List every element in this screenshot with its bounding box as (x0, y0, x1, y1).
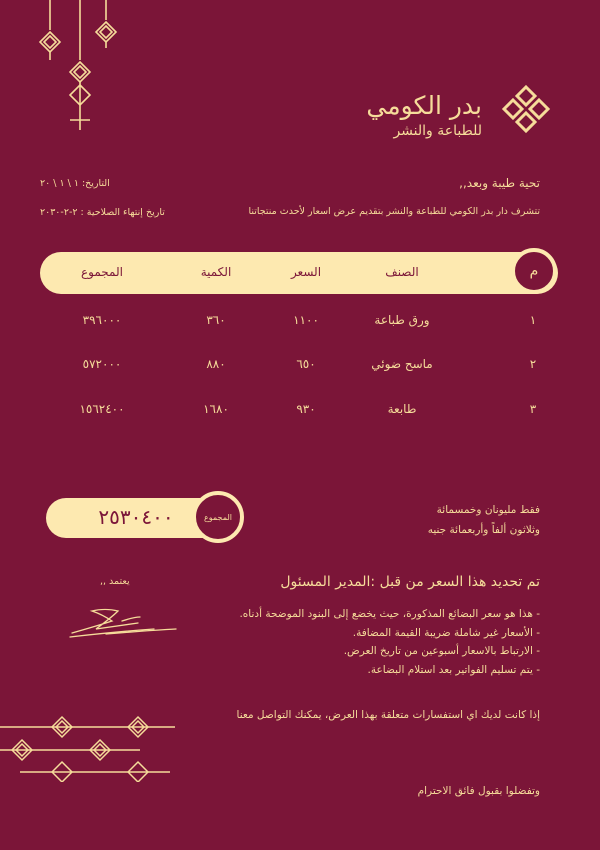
row-total: ٣٩٦٠٠٠ (82, 313, 122, 327)
list-item: - الأسعار غير شاملة ضريبة القيمة المضافة. (352, 626, 540, 639)
list-item: - يتم تسليم الفواتير بعد استلام البضاعة. (367, 663, 540, 676)
table-row (0, 402, 600, 422)
row-item: طابعة (387, 402, 417, 416)
row-total: ٥٧٢٠٠٠ (82, 357, 122, 371)
terms-list (239, 605, 540, 679)
company-subtitle: للطباعة والنشر (393, 123, 482, 139)
list-item: - هذا هو سعر البضائع المذكورة، حيث يخضع إلى البنود الموضحة أدناه. (239, 608, 540, 620)
hanging-ornament-icon (30, 0, 130, 135)
row-num: ٣ (529, 402, 537, 416)
total-value: ٢٥٣٠٤٠٠ (98, 505, 174, 529)
terms-title: تم تحديد هذا السعر من قبل :المدير المسئول (280, 574, 540, 590)
date-text: التاريخ: ١ \ ١ \ ٢٠ (40, 178, 110, 189)
row-qty: ١٦٨٠ (203, 402, 229, 416)
total-in-words (428, 500, 540, 540)
intro-text: تتشرف دار بدر الكومي للطباعة والنشر بتقديم عرض اسعار لأحدث منتجاتنا (248, 206, 540, 217)
approval-label: يعتمد ,, (100, 576, 130, 587)
horizontal-ornament-icon (0, 712, 180, 782)
row-item: ورق طباعة (374, 313, 430, 327)
total-label: المجموع (192, 491, 244, 543)
table-header-qty: الكمية (200, 265, 232, 279)
total-words-line1: فقط مليونان وخمسمائة (436, 504, 540, 516)
expiry-date: تاريخ إنتهاء الصلاحية : ٢-٢-٢٠٣٠ (40, 207, 165, 218)
table-header-item: الصنف (385, 265, 419, 279)
table-header-total: المجموع (81, 265, 123, 279)
greeting: تحية طيبة وبعد,, (459, 176, 540, 190)
table-header-price: السعر (290, 265, 322, 279)
row-qty: ٣٦٠ (206, 313, 226, 327)
table-header-num: م (511, 248, 557, 294)
table-row (0, 357, 600, 377)
row-total: ١٥٦٢٤٠٠ (79, 402, 125, 416)
list-item: - الارتباط بالاسعار أسبوعين من تاريخ العرض. (343, 645, 540, 657)
closing-text: وتفضلوا بقبول فائق الاحترام (417, 785, 540, 797)
contact-text: إذا كانت لديك اي استفسارات متعلقة بهذا العرض، يمكنك التواصل معنا (236, 709, 540, 721)
row-price: ١١٠٠ (293, 313, 319, 327)
total-words-line2: وثلاثون ألفاً وأربعمائة جنيه (427, 524, 540, 536)
company-logo-text (366, 92, 482, 140)
row-num: ٢ (529, 357, 537, 371)
row-price: ٦٥٠ (296, 357, 316, 371)
table-row (0, 313, 600, 333)
row-price: ٩٣٠ (296, 402, 316, 416)
row-num: ١ (529, 313, 537, 327)
signature-icon (66, 603, 181, 641)
row-item: ماسح ضوئي (371, 357, 433, 371)
diamond-lattice-logo-icon (496, 84, 556, 134)
company-name: بدر الكومي (366, 91, 482, 120)
row-qty: ٨٨٠ (206, 357, 226, 371)
